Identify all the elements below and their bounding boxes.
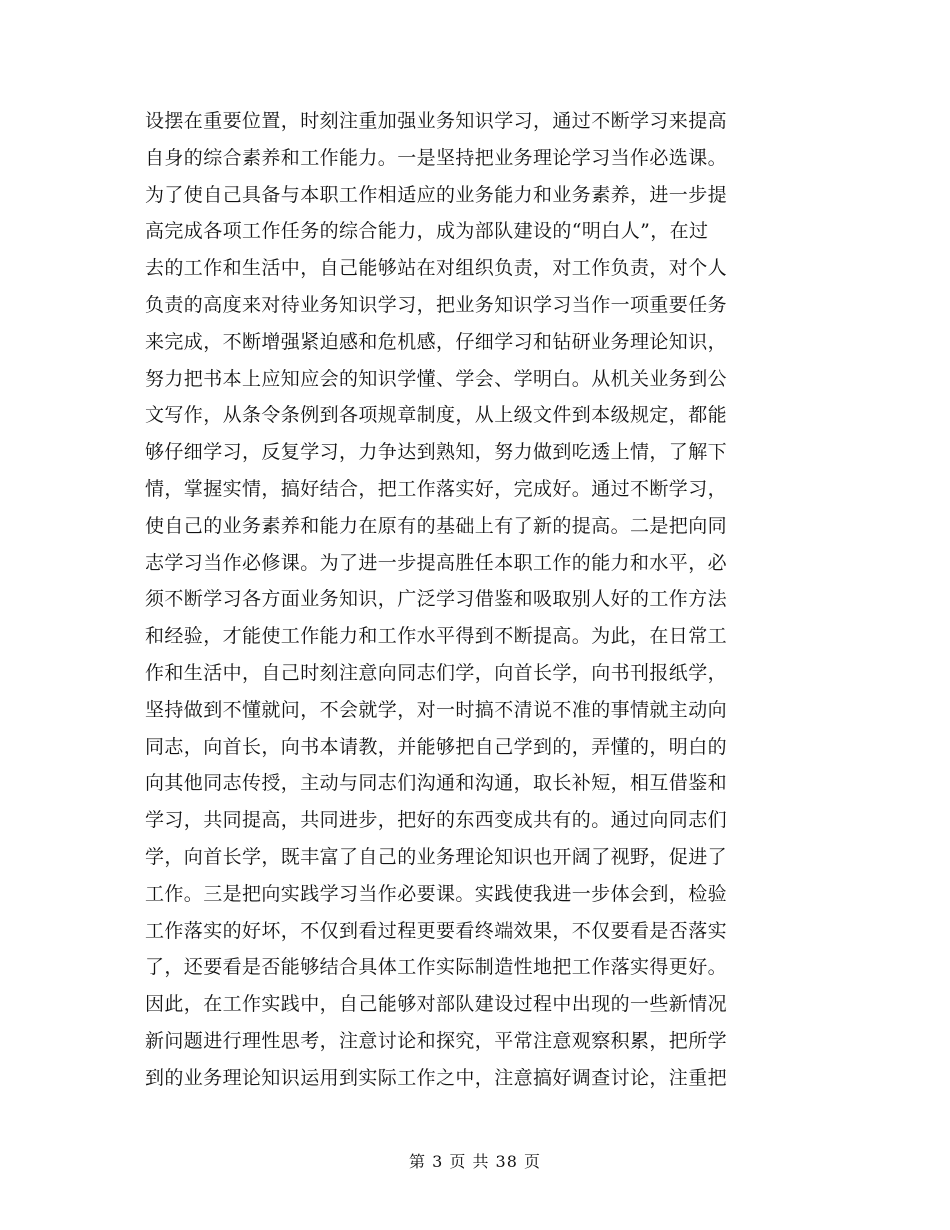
text-line: 来完成，不断增强紧迫感和危机感，仔细学习和钻研业务理论知识， bbox=[145, 330, 728, 353]
text-line: 须不断学习各方面业务知识，广泛学习借鉴和吸取别人好的工作方法 bbox=[145, 588, 728, 611]
text-line: 新问题进行理性思考，注意讨论和探究，平常注意观察积累，把所学 bbox=[145, 1029, 728, 1052]
text-line: 学，向首长学，既丰富了自己的业务理论知识也开阔了视野，促进了 bbox=[145, 845, 728, 868]
text-line: 去的工作和生活中，自己能够站在对组织负责，对工作负责，对个人 bbox=[145, 257, 728, 280]
text-line: 工作。三是把向实践学习当作必要课。实践使我进一步体会到，检验 bbox=[145, 882, 728, 905]
text-line: 高完成各项工作任务的综合能力，成为部队建设的“明白人”，在过 bbox=[145, 220, 709, 243]
text-line: 负责的高度来对待业务知识学习，把业务知识学习当作一项重要任务 bbox=[145, 293, 728, 316]
text-line: 同志，向首长，向书本请教，并能够把自己学到的，弄懂的，明白的 bbox=[145, 735, 728, 758]
page-footer bbox=[0, 1152, 950, 1172]
text-line: 志学习当作必修课。为了进一步提高胜任本职工作的能力和水平，必 bbox=[145, 551, 728, 574]
text-line: 为了使自己具备与本职工作相适应的业务能力和业务素养，进一步提 bbox=[145, 183, 728, 206]
text-line: 使自己的业务素养和能力在原有的基础上有了新的提高。二是把向同 bbox=[145, 514, 728, 537]
text-line: 学习，共同提高，共同进步，把好的东西变成共有的。通过向同志们 bbox=[145, 809, 728, 832]
text-line: 坚持做到不懂就问，不会就学，对一时搞不清说不准的事情就主动向 bbox=[145, 698, 728, 721]
text-line: 和经验，才能使工作能力和工作水平得到不断提高。为此，在日常工 bbox=[145, 625, 728, 648]
text-line: 够仔细学习，反复学习，力争达到熟知，努力做到吃透上情，了解下 bbox=[145, 441, 728, 464]
text-line: 了，还要看是否能够结合具体工作实际制造性地把工作落实得更好。 bbox=[145, 956, 728, 979]
text-line: 设摆在重要位置，时刻注重加强业务知识学习，通过不断学习来提高 bbox=[145, 110, 728, 132]
text-line: 情，掌握实情，搞好结合，把工作落实好，完成好。通过不断学习， bbox=[145, 477, 728, 500]
text-line: 因此，在工作实践中，自己能够对部队建设过程中出现的一些新情况 bbox=[145, 993, 728, 1016]
text-line: 文写作，从条令条例到各项规章制度，从上级文件到本级规定，都能 bbox=[145, 404, 728, 427]
text-line: 作和生活中，自己时刻注意向同志们学，向首长学，向书刊报纸学， bbox=[145, 661, 728, 684]
page-number: 第 3 页 共 38 页 bbox=[409, 1152, 541, 1171]
text-line: 向其他同志传授，主动与同志们沟通和沟通，取长补短，相互借鉴和 bbox=[145, 772, 728, 795]
text-line: 到的业务理论知识运用到实际工作之中，注意搞好调查讨论，注重把 bbox=[145, 1066, 728, 1089]
text-line: 工作落实的好坏，不仅到看过程更要看终端效果，不仅要看是否落实 bbox=[145, 919, 728, 942]
text-line: 努力把书本上应知应会的知识学懂、学会、学明白。从机关业务到公 bbox=[145, 367, 728, 390]
body-text bbox=[145, 103, 805, 1097]
text-line: 自身的综合素养和工作能力。一是坚持把业务理论学习当作必选课。 bbox=[145, 146, 728, 169]
